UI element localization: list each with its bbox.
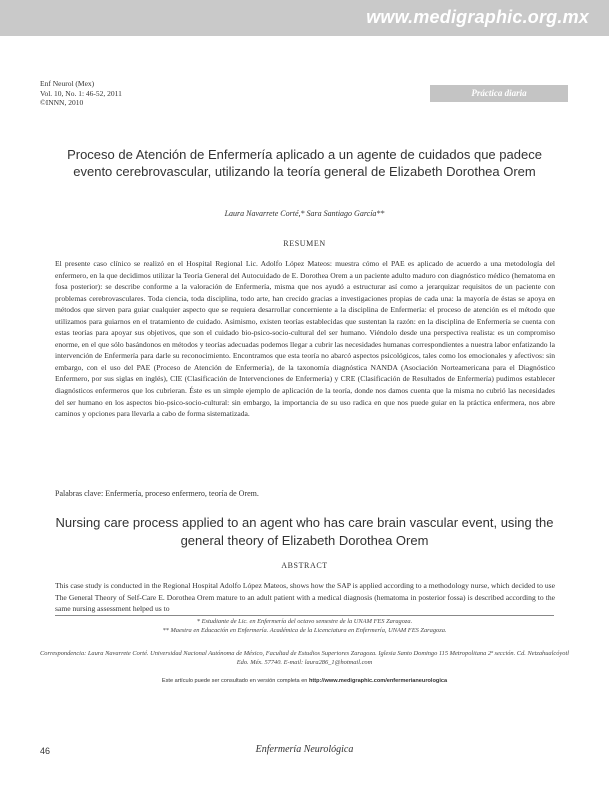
top-banner <box>0 0 609 36</box>
journal-abbreviation: Enf Neurol (Mex) <box>40 79 95 88</box>
footnote-author-2: ** Maestra en Educación en Enfermería. Académica de la Licenciatura en Enfermería, UNAM FES Zaragoza. <box>162 627 447 635</box>
volume-info: Vol. 10, No. 1: 46-52, 2011 <box>40 88 122 98</box>
section-badge: Práctica diaria <box>430 85 568 102</box>
consult-note <box>40 678 569 684</box>
copyright: ©INNN, 2010 <box>40 98 84 108</box>
site-url[interactable]: www.medigraphic.org.mx <box>366 7 589 27</box>
resumen-heading: RESUMEN <box>283 239 326 248</box>
consult-prefix: Este artículo puede ser consultado en versión completa en <box>161 678 309 684</box>
abstract-text: This case study is conducted in the Regional Hospital Adolfo López Mateos, shows how the SAP is applied according to a methodology nurse, which decided to use The General Theory of Self-Care E. Dorothea Orem mature to an adult patient with a medical diagnosis (hematoma in posterior fossa) is described according to the same nursing assessment helped us to <box>55 581 555 614</box>
article-title-spanish: Proceso de Atención de Enfermería aplicado a un agente de cuidados que padece evento cerebrovascular, utilizando la teoría general de Elizabeth Dorothea Orem <box>67 147 542 179</box>
consult-link[interactable]: http://www.medigraphic.com/enfermerianeurologica <box>308 678 448 684</box>
resumen-text: El presente caso clínico se realizó en el Hospital Regional Lic. Adolfo López Mateos: muestra cómo el PAE es aplicado de acuerdo a una metodología del enfermero, en la que decidimos utilizar la Teoría General del Autocuidado de E. Dorothea Orem a un paciente adulto maduro con diagnóstico médico (hematoma en fosa posterior): se describe conforme a la valoración de Enfermería, misma que nos ayudó a estructurar así como a jerarquizar requisitos de un paciente con problemas cerebrovasculares. Toda ciencia, toda disciplina, todo arte, han crecido gracias a investigaciones propias de cada una: la mayoría de éstas se apoya en métodos que sirven para guiar cualquier aspecto que se requiera desarrollar concerniente a la disciplina de Enfermería: el proceso de atención es el método que utilizamos para guiarnos en el tratamiento de cuidado. Asimismo, existen teorías establecidas que sustentan la razón: en la disciplina de Enfermería se cuenta con estas teorías para apoyar sus objetivos, que son el cuidado bio-psico-socio-cultural del ser humano. Viéndolo desde una perspectiva realista: es un compromiso enorme, en el que sólo basándonos en métodos y teorías adecuadas podemos llegar a cubrir las necesidades humanas correspondientes a nuestra labor enfatizando la intervención de Enfermería para darle su reconocimiento. Encontramos que esta teoría no abarcó aspectos psicológicos, tales como los emocionales y afectivos: sin embargo, con el uso del PAE (Proceso de Atención de Enfermería), de la taxonomía diagnóstica NANDA (Asociación Norteamericana para el Diagnóstico Enfermero, por sus siglas en inglés), CIE (Clasificación de Intervenciones de Enfermería) y CRE (Clasificación de Resultados de Enfermería) pudimos establecer diagnósticos enfermeros que los cubrieran. Éste es un simple ejemplo de aplicación de la teoría, donde nos damos cuenta que la misma no cubrió las necesidades del ser humano en los aspectos bio-psico-socio-cultural: sin embargo, la importancia de su uso radica en que nos puede guiar en la práctica enfermera, nos abre caminos y opciones para llevarla a cabo de forma sistematizada. <box>55 259 555 419</box>
correspondence: Correspondencia: Laura Navarrete Corté. Universidad Nacional Autónoma de México, Facultad de Estudios Superiores Zaragoza. Iglesia Santo Domingo 115 Metropolitana 2ª sección. Cd. Netzahualcóyotl Edo. Méx. 57740. E-mail: laura286_1@hotmail.com <box>40 650 569 667</box>
footnote-author-1: * Estudiante de Lic. en Enfermería del octavo semestre de la UNAM FES Zaragoza. <box>196 618 413 625</box>
abstract-heading: ABSTRACT <box>281 561 328 570</box>
author-footnotes <box>40 617 569 635</box>
journal-name: Enfermería Neurológica <box>255 744 354 755</box>
authors: Laura Navarrete Corté,* Sara Santiago García** <box>224 209 385 218</box>
footnote-divider <box>55 615 554 616</box>
keywords: Palabras clave: Enfermería, proceso enfermero, teoría de Orem. <box>55 489 259 498</box>
page-number: 46 <box>40 746 51 756</box>
article-title-english: Nursing care process applied to an agent who has care brain vascular event, using the general theory of Elizabeth Dorothea Orem <box>55 515 554 548</box>
citation-block <box>40 79 122 108</box>
